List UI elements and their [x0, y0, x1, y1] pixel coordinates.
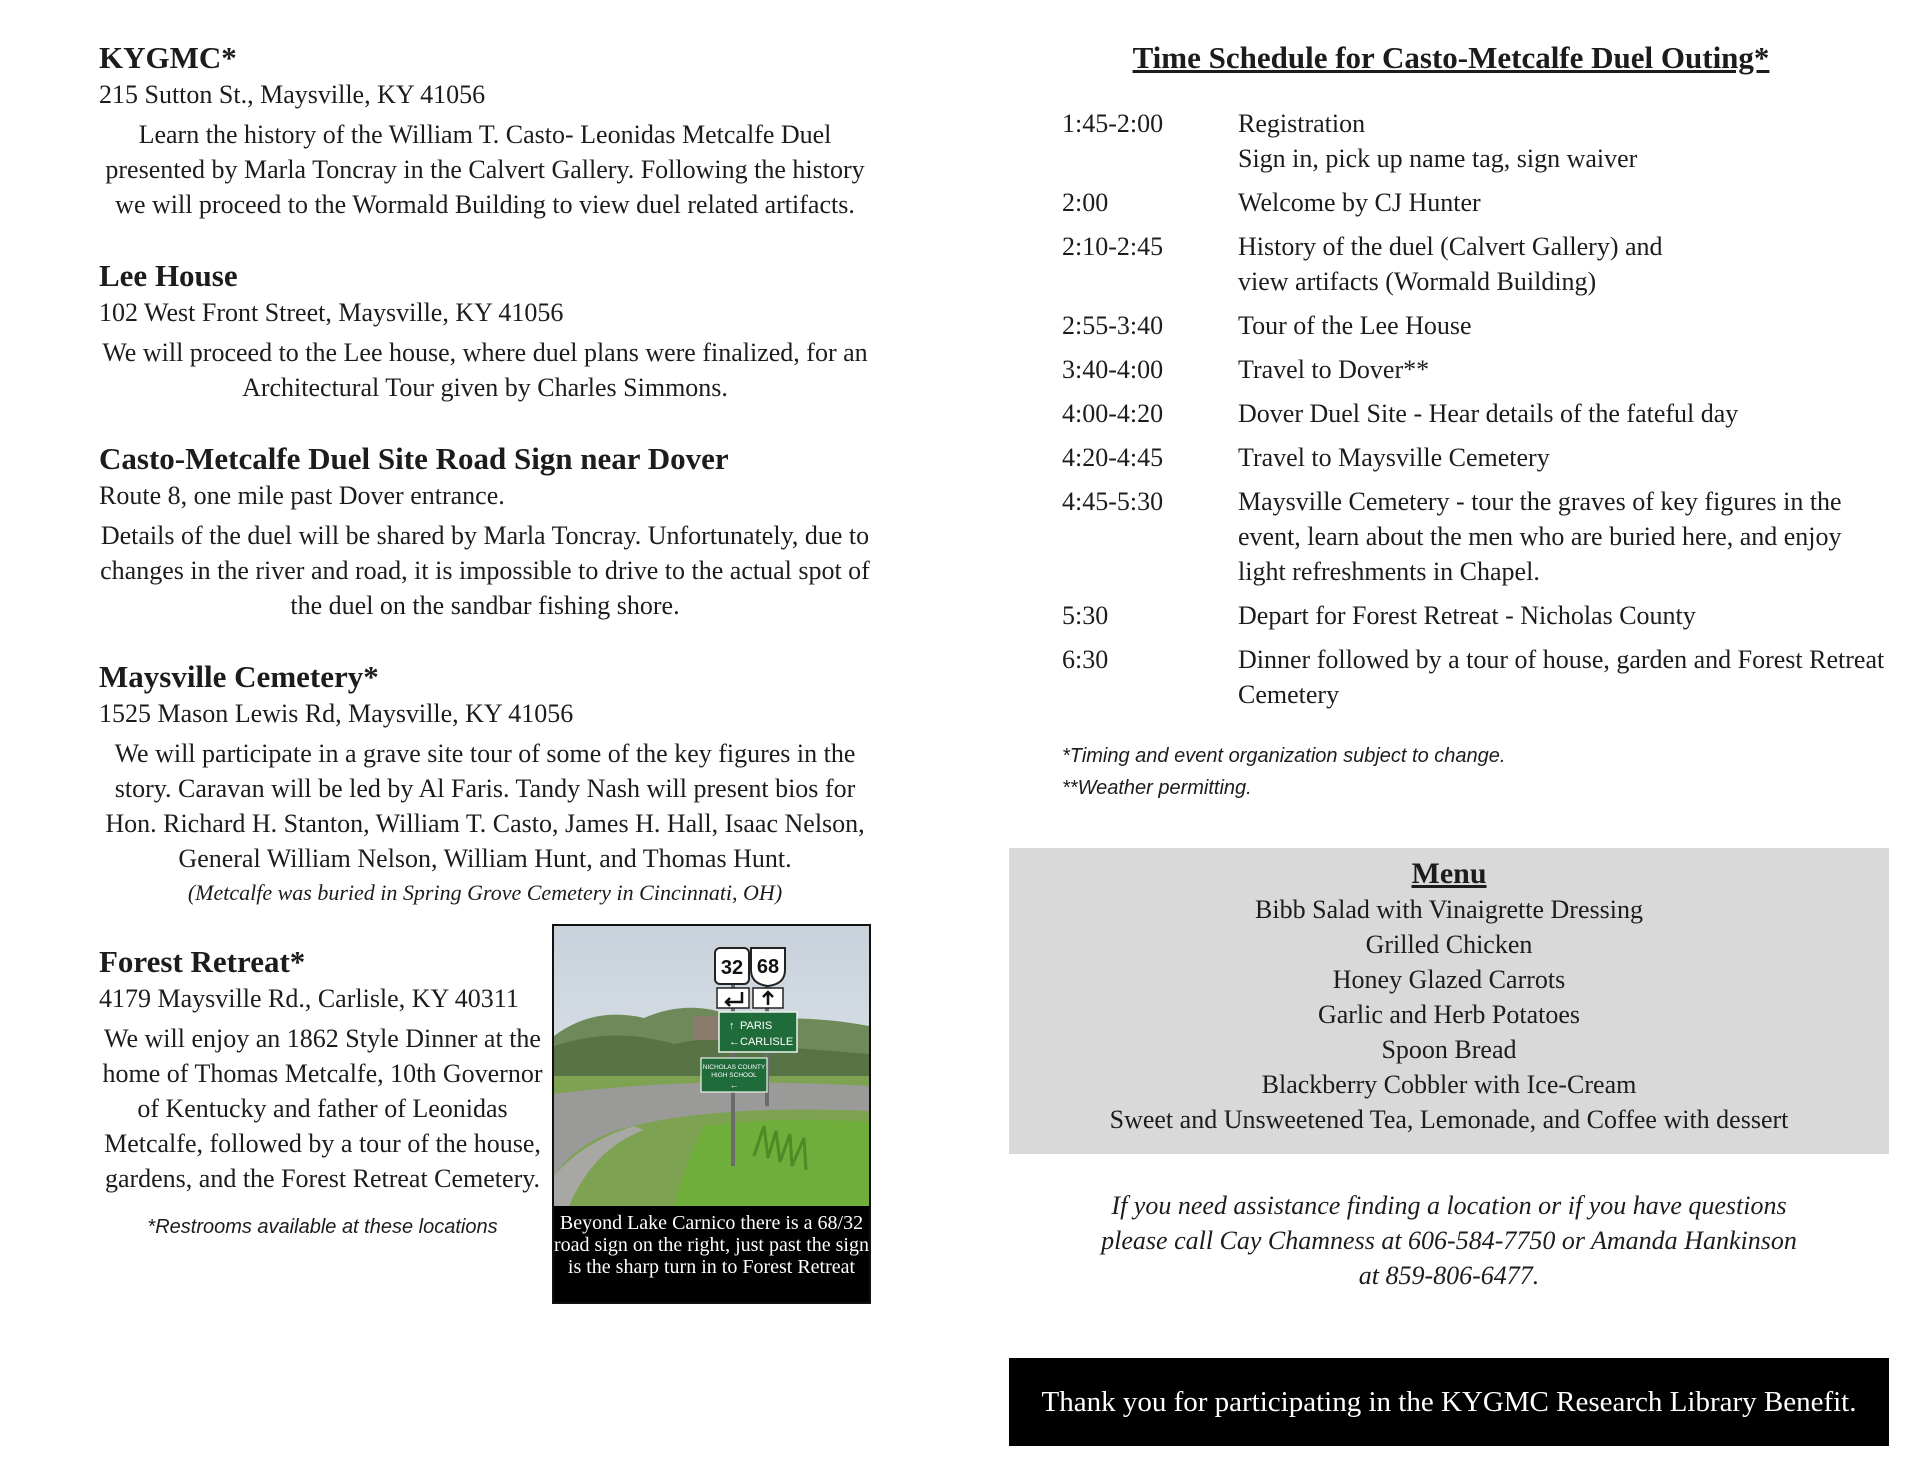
section-title: Maysville Cemetery* — [99, 659, 379, 694]
schedule-row — [1012, 642, 1890, 712]
menu-item: Spoon Bread — [1381, 1035, 1517, 1064]
section-address: 1525 Mason Lewis Rd, Maysville, KY 41056 — [99, 699, 574, 728]
schedule-time: 1:45-2:00 — [1062, 109, 1164, 138]
schedule-event: Depart for Forest Retreat - Nicholas County — [1238, 601, 1696, 630]
sign-paris: PARIS — [740, 1020, 773, 1032]
menu-item: Garlic and Herb Potatoes — [1317, 1000, 1581, 1029]
menu-item: Bibb Salad with Vinaigrette Dressing — [1255, 895, 1643, 924]
forest-retreat-text — [99, 942, 546, 1239]
schedule-event: Travel to Maysville Cemetery — [1238, 443, 1550, 472]
sign-carlisle: CARLISLE — [740, 1036, 794, 1048]
schedule-time: 2:00 — [1062, 188, 1109, 217]
section-description: Learn the history of the William T. Casto- Leonidas Metcalfe Duel presented by Marla Toncray in the Calvert Gallery. Following the history we will proceed to the Wormald Building to view duel related artifacts. — [105, 120, 865, 219]
schedule-notes — [1012, 740, 1890, 804]
right-column — [1012, 38, 1890, 804]
contact-info — [1009, 1188, 1889, 1293]
schedule-event-line: view artifacts (Wormald Building) — [1238, 267, 1597, 296]
schedule-time: 6:30 — [1062, 645, 1109, 674]
menu-item: Grilled Chicken — [1365, 930, 1533, 959]
section-note: (Metcalfe was buried in Spring Grove Cemetery in Cincinnati, OH) — [187, 880, 783, 905]
schedule-event-line: Sign in, pick up name tag, sign waiver — [1238, 144, 1638, 173]
schedule-time: 2:55-3:40 — [1062, 311, 1164, 340]
schedule-note-weather: **Weather permitting. — [1062, 777, 1252, 799]
schedule-note-timing: *Timing and event organization subject to change. — [1062, 745, 1506, 767]
schedule-row — [1012, 598, 1890, 633]
section-description: We will enjoy an 1862 Style Dinner at the home of Thomas Metcalfe, 10th Governor of Kentucky and father of Leonidas Metcalfe, followed by a tour of the house, gardens, and the Forest Retreat Cemetery. — [102, 1024, 543, 1193]
thank-you-banner: Thank you for participating in the KYGMC Research Library Benefit. — [1009, 1358, 1889, 1446]
contact-line: please call Cay Chamness at 606-584-7750 or Amanda Hankinson — [1101, 1226, 1797, 1255]
menu-item: Blackberry Cobbler with Ice-Cream — [1261, 1070, 1637, 1099]
section-title: KYGMC* — [99, 40, 237, 75]
section-title: Forest Retreat* — [99, 944, 306, 979]
menu-box — [1009, 848, 1889, 1154]
schedule-time: 5:30 — [1062, 601, 1109, 630]
section-title: Lee House — [99, 258, 238, 293]
schedule-row — [1012, 185, 1890, 220]
road-sign-photo — [552, 924, 871, 1304]
schedule-event: Travel to Dover** — [1238, 355, 1430, 384]
schedule-time: 3:40-4:00 — [1062, 355, 1164, 384]
sign-school-line1: NICHOLAS COUNTY — [702, 1064, 766, 1071]
contact-line: at 859-806-6477. — [1358, 1261, 1540, 1290]
section-kygmc — [99, 38, 871, 222]
schedule-row — [1012, 106, 1890, 176]
section-description: Details of the duel will be shared by Marla Toncray. Unfortunately, due to changes in the river and road, it is impossible to drive to the actual spot of the duel on the sandbar fishing shore. — [100, 521, 870, 620]
schedule-row — [1012, 308, 1890, 343]
section-lee-house — [99, 256, 871, 405]
schedule-row — [1012, 440, 1890, 475]
photo-caption: Beyond Lake Carnico there is a 68/32 road sign on the right, just past the sign is the sharp turn in to Forest Retreat — [554, 1206, 869, 1302]
schedule-row — [1012, 229, 1890, 299]
schedule-time: 2:10-2:45 — [1062, 232, 1164, 261]
schedule-event: Tour of the Lee House — [1238, 311, 1472, 340]
route-68-label: 68 — [756, 956, 780, 978]
road-sign-photo-illustration — [554, 926, 869, 1206]
menu-item: Honey Glazed Carrots — [1332, 965, 1566, 994]
section-description: We will participate in a grave site tour of some of the key figures in the story. Caravan will be led by Al Faris. Tandy Nash will present bios for Hon. Richard H. Stanton, William T. Casto, James H. Hall, Isaac Nelson, General William Nelson, William Hunt, and Thomas Hunt. — [105, 739, 865, 873]
contact-line: If you need assistance finding a location or if you have questions — [1111, 1191, 1787, 1220]
schedule-event-line: Registration — [1238, 109, 1366, 138]
section-maysville-cemetery — [99, 657, 871, 908]
schedule-event: Maysville Cemetery - tour the graves of key figures in the event, learn about the men who are buried here, and enjoy light refreshments in Chapel. — [1238, 487, 1842, 586]
schedule-event — [1238, 229, 1890, 299]
svg-text:↑: ↑ — [729, 1020, 735, 1032]
schedule-event — [1238, 106, 1890, 176]
schedule-event: Dover Duel Site - Hear details of the fateful day — [1238, 399, 1739, 428]
schedule-row — [1012, 484, 1890, 589]
section-forest-retreat — [99, 942, 871, 1312]
menu-item: Sweet and Unsweetened Tea, Lemonade, and Coffee with dessert — [1109, 1105, 1789, 1134]
menu-title: Menu — [1411, 857, 1487, 890]
schedule-time: 4:00-4:20 — [1062, 399, 1164, 428]
schedule-table — [1012, 106, 1890, 712]
schedule-title: Time Schedule for Casto-Metcalfe Duel Outing* — [1132, 40, 1770, 75]
svg-text:←: ← — [729, 1036, 740, 1048]
left-column — [99, 38, 871, 1312]
schedule-event: Dinner followed by a tour of house, garden and Forest Retreat Cemetery — [1238, 645, 1885, 709]
schedule-time: 4:20-4:45 — [1062, 443, 1164, 472]
section-duel-site — [99, 439, 871, 623]
restroom-note: *Restrooms available at these locations — [147, 1216, 498, 1238]
schedule-event: Welcome by CJ Hunter — [1238, 188, 1481, 217]
section-address: 102 West Front Street, Maysville, KY 41056 — [99, 298, 564, 327]
route-32-label: 32 — [720, 957, 744, 979]
section-address: Route 8, one mile past Dover entrance. — [99, 481, 505, 510]
section-description: We will proceed to the Lee house, where duel plans were finalized, for an Architectural Tour given by Charles Simmons. — [102, 338, 868, 402]
schedule-time: 4:45-5:30 — [1062, 487, 1164, 516]
schedule-row — [1012, 396, 1890, 431]
section-title: Casto-Metcalfe Duel Site Road Sign near Dover — [99, 441, 729, 476]
schedule-event-line: History of the duel (Calvert Gallery) and — [1238, 232, 1663, 261]
schedule-row — [1012, 352, 1890, 387]
svg-text:←: ← — [729, 1080, 739, 1090]
section-address: 4179 Maysville Rd., Carlisle, KY 40311 — [99, 984, 519, 1013]
section-address: 215 Sutton St., Maysville, KY 41056 — [99, 80, 486, 109]
sign-school-line2: HIGH SCHOOL — [711, 1072, 757, 1079]
